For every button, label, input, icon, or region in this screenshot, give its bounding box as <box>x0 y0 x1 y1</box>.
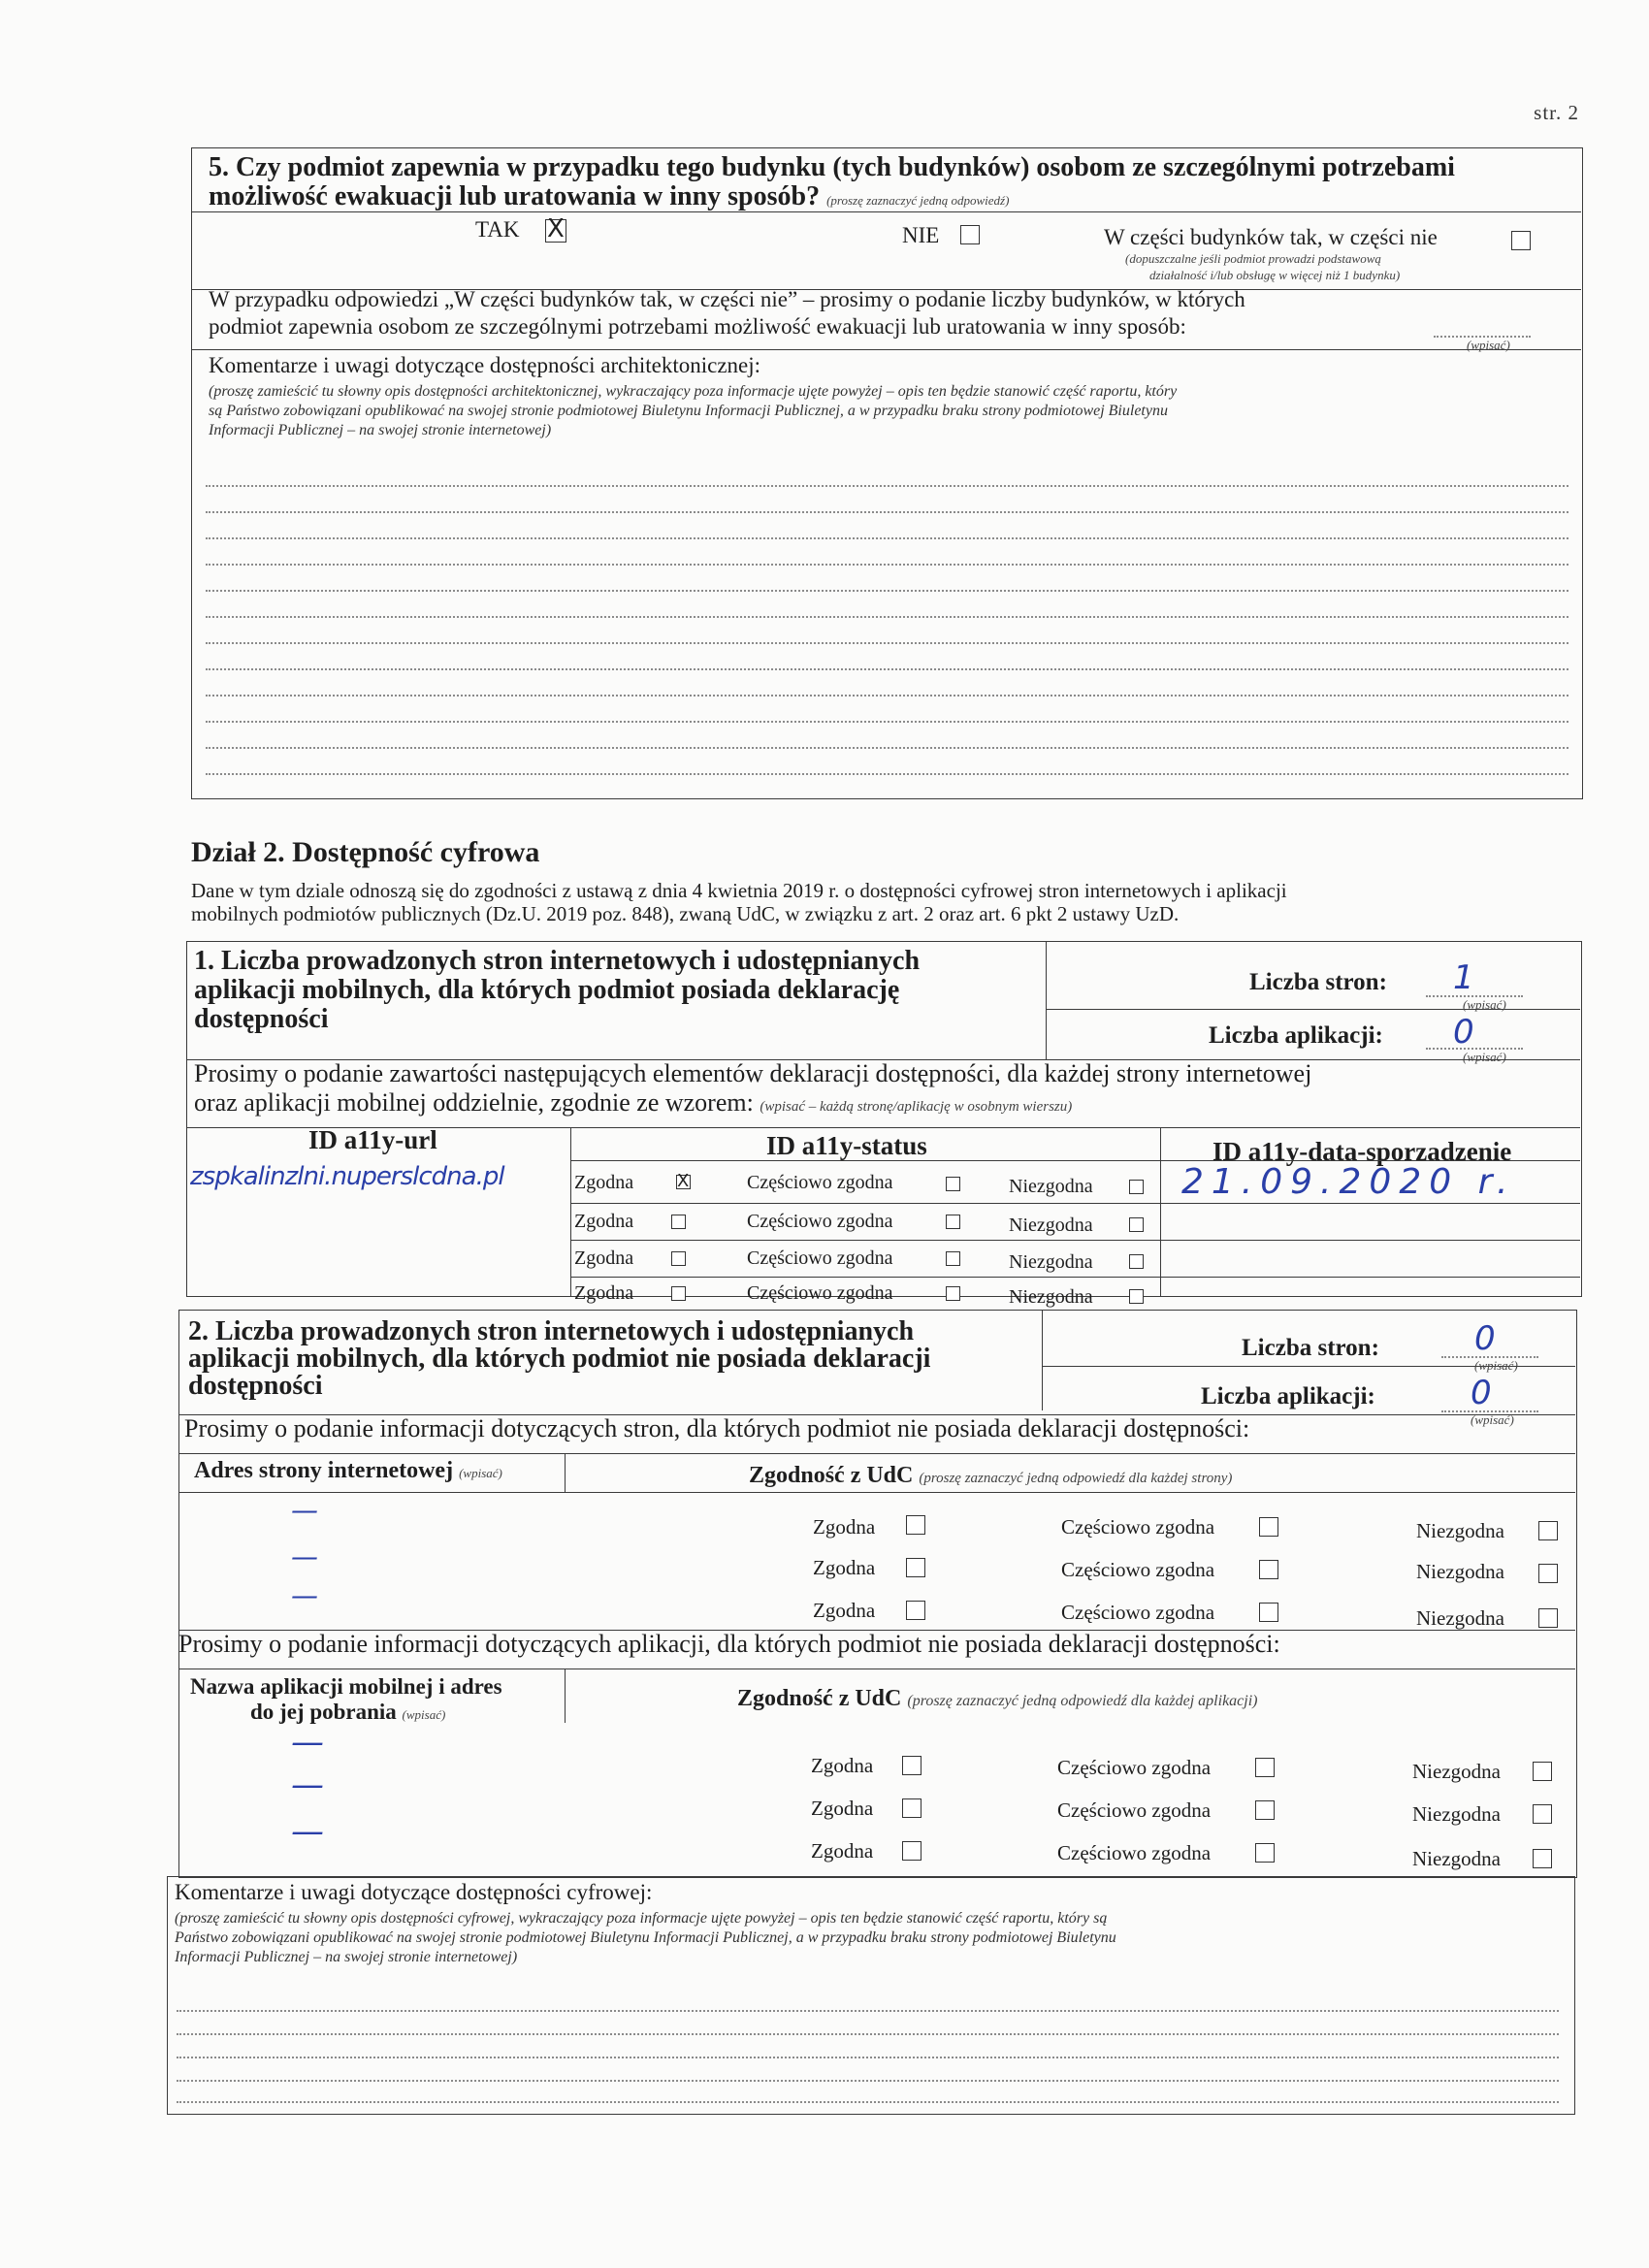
q1-request-1: Prosimy o podanie zawartości następujących elementów deklaracji dostępności, dla każdej strony internetowej <box>194 1059 1312 1087</box>
czesciowo-label: Częściowo zgodna <box>747 1172 893 1193</box>
checkbox-mark: X <box>677 1171 690 1191</box>
niezgodna-checkbox[interactable] <box>1129 1217 1144 1232</box>
site-address: — <box>291 1494 318 1526</box>
divider <box>565 1669 566 1723</box>
niezgodna-label: Niezgodna <box>1412 1847 1501 1870</box>
zgodna-label: Zgodna <box>813 1556 876 1579</box>
zgodna-label: Zgodna <box>811 1797 874 1820</box>
niezgodna-checkbox[interactable] <box>1129 1254 1144 1269</box>
option-nie-label: NIE <box>902 223 940 247</box>
q2-liczba-stron-value: 0 <box>1474 1319 1496 1358</box>
option-tak-checkbox[interactable] <box>545 214 566 243</box>
digital-comments-note-1: (proszę zamieścić tu słowny opis dostępności cyfrowej, wykraczający poza informacje ujęte powyżej – opis ten będzie stanowić część raportu, który są <box>175 1910 1108 1927</box>
divider <box>1046 941 1047 1059</box>
niezgodna-label: Niezgodna <box>1009 1176 1093 1197</box>
arch-comments-title: Komentarze i uwagi dotyczące dostępności architektonicznej: <box>209 353 761 377</box>
divider <box>565 1453 566 1492</box>
col-zgodnosc-text: Zgodność z UdC <box>737 1686 902 1711</box>
divider <box>1160 1127 1161 1297</box>
divider <box>570 1127 571 1297</box>
niezgodna-label: Niezgodna <box>1009 1286 1093 1308</box>
option-partial-checkbox[interactable] <box>1511 231 1531 250</box>
zgodna-label: Zgodna <box>574 1282 634 1304</box>
q2-request-apps: Prosimy o podanie informacji dotyczących aplikacji, dla których podmiot nie posiada deklaracji dostępności: <box>178 1630 1280 1658</box>
section5-question: 5. Czy podmiot zapewnia w przypadku tego budynku (tych budynków) osobom ze szczególnymi potrzebami możliwość ewakuacji lub uratowania w inny sposób? (proszę zaznaczyć jedną odpowiedź) <box>209 152 1455 211</box>
comment-line <box>177 2057 1559 2058</box>
wpisac-note: (wpisać) <box>1467 338 1510 352</box>
col-zgodnosc-note: (proszę zaznaczyć jedną odpowiedź dla każdej strony) <box>919 1471 1233 1486</box>
arch-comments-note-1: (proszę zamieścić tu słowny opis dostępności architektonicznej, wykraczający poza informacje ujęte powyżej – opis ten będzie stanowić część raportu, który <box>209 383 1178 400</box>
zgodna-label: Zgodna <box>574 1172 634 1193</box>
comment-line <box>206 537 1568 539</box>
czesciowo-checkbox[interactable] <box>946 1251 960 1266</box>
niezgodna-checkbox[interactable] <box>1533 1762 1552 1781</box>
app-name: — <box>291 1766 324 1804</box>
checkbox-mark: X <box>547 214 565 243</box>
dzial2-title: Dział 2. Dostępność cyfrowa <box>191 836 540 868</box>
comment-line <box>206 747 1568 749</box>
q2-request-sites: Prosimy o podanie informacji dotyczących stron, dla których podmiot nie posiada deklaracji dostępności: <box>184 1414 1250 1442</box>
wpisac-note: (wpisać) <box>459 1466 502 1480</box>
page-number: str. 2 <box>1534 101 1579 124</box>
divider <box>191 349 1581 350</box>
q1-request-note: (wpisać – każdą stronę/aplikację w osobnym wierszu) <box>760 1099 1073 1115</box>
q1-line-1: 1. Liczba prowadzonych stron internetowych i udostępnianych <box>194 946 921 976</box>
czesciowo-checkbox[interactable] <box>1255 1800 1275 1820</box>
col-address-text: Adres strony internetowej <box>194 1458 454 1483</box>
q1-liczba-aplikacji-label: Liczba aplikacji: <box>1209 1022 1383 1049</box>
wpisac-note: (wpisać) <box>1471 1412 1514 1427</box>
czesciowo-label: Częściowo zgodna <box>747 1211 893 1232</box>
niezgodna-label: Niezgodna <box>1416 1606 1504 1630</box>
niezgodna-label: Niezgodna <box>1009 1251 1093 1273</box>
niezgodna-checkbox[interactable] <box>1538 1608 1558 1628</box>
divider <box>570 1240 1580 1241</box>
col-url-header: ID a11y-url <box>308 1125 437 1154</box>
q1-liczba-stron-value: 1 <box>1453 958 1474 997</box>
wpisac-note: (wpisać) <box>402 1707 446 1722</box>
zgodna-checkbox[interactable] <box>671 1215 686 1229</box>
comment-line <box>206 590 1568 592</box>
divider <box>191 211 1581 212</box>
niezgodna-label: Niezgodna <box>1412 1802 1501 1826</box>
col-date-header: ID a11y-data-sporzadzenie <box>1212 1137 1512 1166</box>
czesciowo-checkbox[interactable] <box>1259 1560 1278 1579</box>
col-status-header: ID a11y-status <box>766 1131 927 1160</box>
zgodna-checkbox[interactable] <box>906 1601 925 1620</box>
wpisac-note: (wpisać) <box>1463 1050 1506 1064</box>
site-address: — <box>291 1540 318 1572</box>
q2-liczba-aplikacji-label: Liczba aplikacji: <box>1201 1383 1375 1409</box>
niezgodna-checkbox[interactable] <box>1538 1564 1558 1583</box>
q1-line-2: aplikacji mobilnych, dla których podmiot posiada deklarację <box>194 975 900 1005</box>
czesciowo-label: Częściowo zgodna <box>1057 1841 1212 1864</box>
partial-question-line-2: podmiot zapewnia osobom ze szczególnymi potrzebami możliwość ewakuacji lub uratowania w inny sposób: <box>209 314 1186 339</box>
digital-comments-note-2: Państwo zobowiązani opublikować na swojej stronie podmiotowej Biuletynu Informacji Publicznej, a w przypadku braku strony podmiotowej Biuletynu <box>175 1929 1116 1946</box>
czesciowo-checkbox[interactable] <box>1259 1517 1278 1537</box>
czesciowo-label: Częściowo zgodna <box>1061 1558 1215 1581</box>
q1-request-2-text: oraz aplikacji mobilnej oddzielnie, zgodnie ze wzorem: <box>194 1088 754 1117</box>
row1-date: 21.09.2020 r. <box>1181 1162 1516 1202</box>
czesciowo-checkbox[interactable] <box>1255 1758 1275 1777</box>
comment-line <box>206 695 1568 697</box>
zgodna-label: Zgodna <box>813 1515 876 1539</box>
arch-comments-note-3: Informacji Publicznej – na swojej stronie internetowej) <box>209 422 552 438</box>
q1-liczba-aplikacji-value: 0 <box>1453 1013 1474 1052</box>
option-tak-label: TAK <box>475 217 520 242</box>
col-app-header-2-text: do jej pobrania <box>250 1700 397 1724</box>
czesciowo-checkbox[interactable] <box>946 1286 960 1301</box>
niezgodna-label: Niezgodna <box>1412 1760 1501 1783</box>
comment-line <box>206 564 1568 566</box>
partial-question-line-1: W przypadku odpowiedzi „W części budynków tak, w części nie” – prosimy o podanie liczby budynków, w których <box>209 287 1245 311</box>
czesciowo-label: Częściowo zgodna <box>1057 1798 1212 1822</box>
dzial2-intro-1: Dane w tym dziale odnoszą się do zgodności z ustawą z dnia 4 kwietnia 2019 r. o dostępności cyfrowej stron internetowych i aplikacji <box>191 879 1287 902</box>
digital-comments-title: Komentarze i uwagi dotyczące dostępności cyfrowej: <box>175 1880 653 1904</box>
col-zgodnosc-header <box>749 1463 1232 1489</box>
comment-line <box>177 2033 1559 2035</box>
czesciowo-label: Częściowo zgodna <box>1057 1756 1212 1779</box>
section5-question-note: (proszę zaznaczyć jedną odpowiedź) <box>826 193 1010 208</box>
col-zgodnosc-header-apps <box>737 1686 1257 1712</box>
zgodna-checkbox[interactable] <box>671 1251 686 1266</box>
zgodna-label: Zgodna <box>811 1839 874 1863</box>
niezgodna-checkbox[interactable] <box>1533 1804 1552 1824</box>
q1-liczba-stron-label: Liczba stron: <box>1249 969 1387 995</box>
q2-line-3: dostępności <box>188 1371 323 1401</box>
zgodna-checkbox[interactable] <box>902 1841 922 1861</box>
niezgodna-label: Niezgodna <box>1416 1560 1504 1583</box>
divider <box>570 1203 1580 1204</box>
comment-line <box>206 616 1568 618</box>
comment-line <box>206 773 1568 775</box>
q2-liczba-stron-label: Liczba stron: <box>1242 1335 1379 1361</box>
col-app-header-1: Nazwa aplikacji mobilnej i adres <box>190 1674 502 1699</box>
arch-comments-note-2: są Państwo zobowiązani opublikować na swojej stronie podmiotowej Biuletynu Informacji Publicznej, a w przypadku braku strony podmiotowej Biuletynu <box>209 403 1168 419</box>
zgodna-checkbox[interactable] <box>671 1286 686 1301</box>
comment-line <box>177 2010 1559 2012</box>
option-nie-checkbox[interactable] <box>960 225 980 244</box>
wpisac-note: (wpisać) <box>1474 1358 1518 1373</box>
app-name: — <box>291 1812 324 1851</box>
col-address-header <box>194 1458 502 1484</box>
divider <box>570 1277 1580 1278</box>
czesciowo-checkbox[interactable] <box>946 1177 960 1191</box>
option-partial-note-1: (dopuszczalne jeśli podmiot prowadzi podstawową <box>1125 251 1381 266</box>
czesciowo-checkbox[interactable] <box>1255 1843 1275 1863</box>
col-app-header-2 <box>250 1700 445 1725</box>
dzial2-intro-2: mobilnych podmiotów publicznych (Dz.U. 2019 poz. 848), zwaną UdC, w związku z art. 2 oraz art. 6 pkt 2 ustawy UzD. <box>191 902 1180 925</box>
niezgodna-label: Niezgodna <box>1009 1215 1093 1236</box>
zgodna-label: Zgodna <box>813 1599 876 1622</box>
divider <box>1042 1310 1043 1410</box>
zgodna-label: Zgodna <box>574 1247 634 1269</box>
option-partial-note-2: działalność i/lub obsługę w więcej niż 1 budynku) <box>1149 268 1401 282</box>
divider <box>178 1492 1575 1493</box>
comment-line <box>206 485 1568 487</box>
site-address: — <box>291 1579 318 1611</box>
niezgodna-label: Niezgodna <box>1416 1519 1504 1542</box>
row1-url: zspkalinzlni.nuperslcdna.pl <box>190 1162 504 1191</box>
col-zgodnosc-note: (proszę zaznaczyć jedną odpowiedź dla każdej aplikacji) <box>907 1693 1258 1709</box>
comment-line <box>177 2080 1559 2082</box>
czesciowo-label: Częściowo zgodna <box>1061 1515 1215 1539</box>
divider <box>570 1160 1580 1161</box>
digital-comments-note-3: Informacji Publicznej – na swojej stronie internetowej) <box>175 1949 518 1965</box>
niezgodna-checkbox[interactable] <box>1538 1521 1558 1540</box>
zgodna-checkbox[interactable] <box>902 1798 922 1818</box>
niezgodna-checkbox[interactable] <box>1129 1180 1144 1194</box>
q2-line-2: aplikacji mobilnych, dla których podmiot nie posiada deklaracji <box>188 1344 931 1374</box>
option-partial-label: W części budynków tak, w części nie <box>1104 225 1438 249</box>
zgodna-checkbox[interactable] <box>906 1515 925 1535</box>
app-name: — <box>291 1723 324 1762</box>
zgodna-checkbox[interactable] <box>902 1756 922 1775</box>
comment-line <box>206 668 1568 670</box>
zgodna-checkbox[interactable] <box>906 1558 925 1577</box>
col-zgodnosc-text: Zgodność z UdC <box>749 1463 914 1488</box>
czesciowo-checkbox[interactable] <box>1259 1603 1278 1622</box>
czesciowo-label: Częściowo zgodna <box>747 1247 893 1269</box>
czesciowo-label: Częściowo zgodna <box>747 1282 893 1304</box>
comment-line <box>177 2101 1559 2103</box>
divider <box>178 1453 1575 1454</box>
zgodna-label: Zgodna <box>811 1754 874 1777</box>
niezgodna-checkbox[interactable] <box>1129 1289 1144 1304</box>
comment-line <box>206 642 1568 644</box>
q2-line-1: 2. Liczba prowadzonych stron internetowych i udostępnianych <box>188 1316 915 1346</box>
czesciowo-checkbox[interactable] <box>946 1215 960 1229</box>
comment-line <box>206 721 1568 723</box>
zgodna-checkbox[interactable] <box>676 1171 691 1191</box>
q2-liczba-aplikacji-value: 0 <box>1471 1374 1492 1412</box>
niezgodna-checkbox[interactable] <box>1533 1849 1552 1868</box>
comment-line <box>206 511 1568 513</box>
czesciowo-label: Częściowo zgodna <box>1061 1601 1215 1624</box>
q1-line-3: dostępności <box>194 1004 329 1034</box>
zgodna-label: Zgodna <box>574 1211 634 1232</box>
wpisac-note: (wpisać) <box>1463 997 1506 1012</box>
q1-request-2 <box>194 1090 1072 1119</box>
